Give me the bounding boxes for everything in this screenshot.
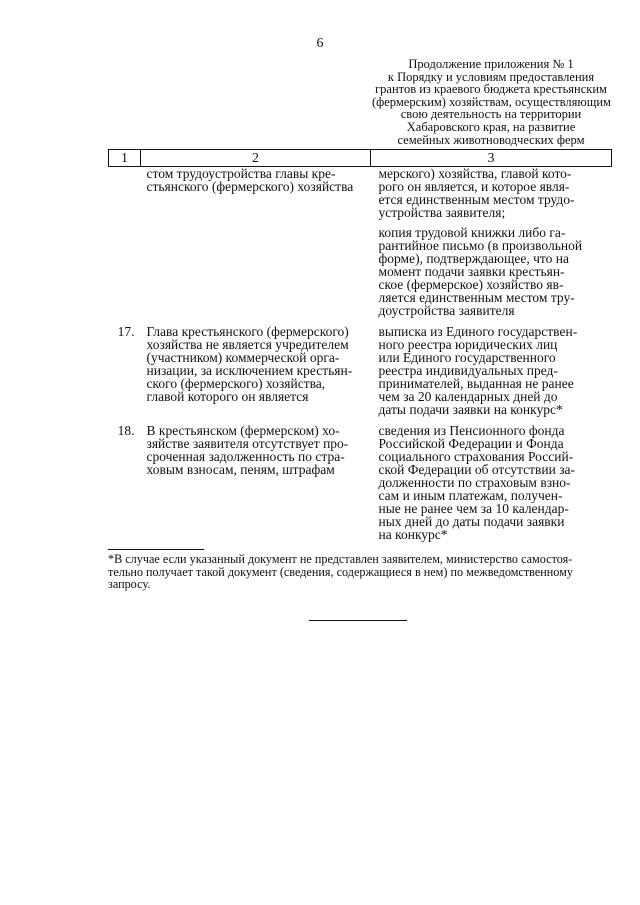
text-line: мерского) хозяйства, главой кото- (378, 166, 572, 181)
text-line: (участником) коммерческой орга- (146, 350, 340, 365)
footnote-divider (108, 549, 204, 550)
text-line: даты подачи заявки на конкурс* (378, 402, 563, 417)
text-line: доустройства заявителя (378, 303, 515, 318)
text-line: рого он является, и которое явля- (378, 179, 570, 194)
text-line: устройства заявителя; (378, 205, 506, 220)
footnote-line: *В случае если указанный документ не представлен заявителем, министерство самостоя- (108, 552, 573, 566)
text-line: принимателей, выданная не ранее (378, 376, 574, 391)
requirement-cell (141, 424, 371, 541)
text-line: хозяйства не является учредителем (146, 337, 349, 352)
text-line: ется единственным местом трудо- (378, 192, 575, 207)
text-line: ляется единственным местом тру- (378, 290, 575, 305)
text-line: копия трудовой книжки либо га- (378, 225, 566, 240)
page-number: 6 (316, 36, 324, 51)
document-paragraph (379, 167, 612, 219)
text-line: сроченная задолженность по стра- (146, 449, 345, 464)
text-line: ховым взносам, пеням, штрафам (146, 462, 335, 477)
document-cell (371, 325, 612, 416)
text-line: главой которого он является (146, 389, 309, 404)
document-paragraph (379, 226, 612, 317)
end-divider (309, 620, 407, 621)
column-header: 3 (371, 150, 612, 167)
row-number: 18. (117, 423, 135, 438)
text-line: стом трудоустройства главы кре- (146, 166, 336, 181)
header-line: (фермерским) хозяйствам, осуществляющим (372, 94, 611, 109)
footnote (108, 553, 611, 591)
text-line: на конкурс* (378, 527, 448, 542)
header-line: грантов из краевого бюджета крестьянским (375, 82, 607, 97)
text-line: В крестьянском (фермерском) хо- (146, 423, 340, 438)
row-number (109, 167, 141, 318)
text-line: сам и иным платежам, получен- (378, 488, 563, 503)
text-line: ных дней до даты подачи заявки (378, 514, 565, 529)
text-line: зяйстве заявителя отсутствует про- (146, 436, 349, 451)
table-row (109, 167, 612, 318)
text-line: ного реестра юридических лиц (378, 337, 558, 352)
text-line: социального страхования Россий- (378, 449, 574, 464)
requirements-table (108, 149, 612, 541)
text-line: или Единого государственного (378, 350, 556, 365)
table-header-row (109, 150, 612, 167)
column-header: 2 (141, 150, 371, 167)
document-cell (371, 424, 612, 541)
requirement-cell (141, 325, 371, 416)
text-line: низации, за исключением крестьян- (146, 363, 353, 378)
text-line: Российской Федерации и Фонда (378, 436, 564, 451)
requirement-cell (141, 167, 371, 318)
text-line: форме), подтверждающее, что на (378, 251, 569, 266)
appendix-header (372, 58, 610, 146)
header-line: семейных животноводческих ферм (397, 132, 585, 147)
text-line: выписка из Единого государствен- (378, 324, 578, 339)
text-line: момент подачи заявки крестьян- (378, 264, 565, 279)
header-line: Продолжение приложения № 1 (408, 57, 574, 71)
table-row (109, 325, 612, 416)
text-line: рантийное письмо (в произвольной (378, 238, 583, 253)
header-line: свою деятельность на территории (400, 107, 582, 122)
document-cell (371, 167, 612, 318)
table-row (109, 424, 612, 541)
text-line: реестра индивидуальных пред- (378, 363, 558, 378)
footnote-line: запросу. (108, 577, 151, 591)
row-number: 17. (117, 324, 135, 339)
text-line: ского (фермерского) хозяйства, (146, 376, 326, 391)
footnote-line: тельно получает такой документ (сведения, содержащиеся в нем) по межведомственному (108, 564, 573, 579)
text-line: Глава крестьянского (фермерского) (146, 324, 349, 339)
header-line: Хабаровского края, на развитие (406, 119, 576, 134)
text-line: чем за 20 календарных дней до (378, 389, 558, 404)
text-line: ные не ранее чем за 10 календар- (378, 501, 569, 516)
header-line: к Порядку и условиям предоставления (387, 69, 595, 84)
text-line: долженности по страховым взно- (378, 475, 571, 490)
text-line: стьянского (фермерского) хозяйства (146, 179, 354, 194)
text-line: ское (фермерское) хозяйство яв- (378, 277, 564, 292)
text-line: сведения из Пенсионного фонда (378, 423, 565, 438)
text-line: ской Федерации об отсутствии за- (378, 462, 576, 477)
column-header: 1 (109, 150, 141, 167)
